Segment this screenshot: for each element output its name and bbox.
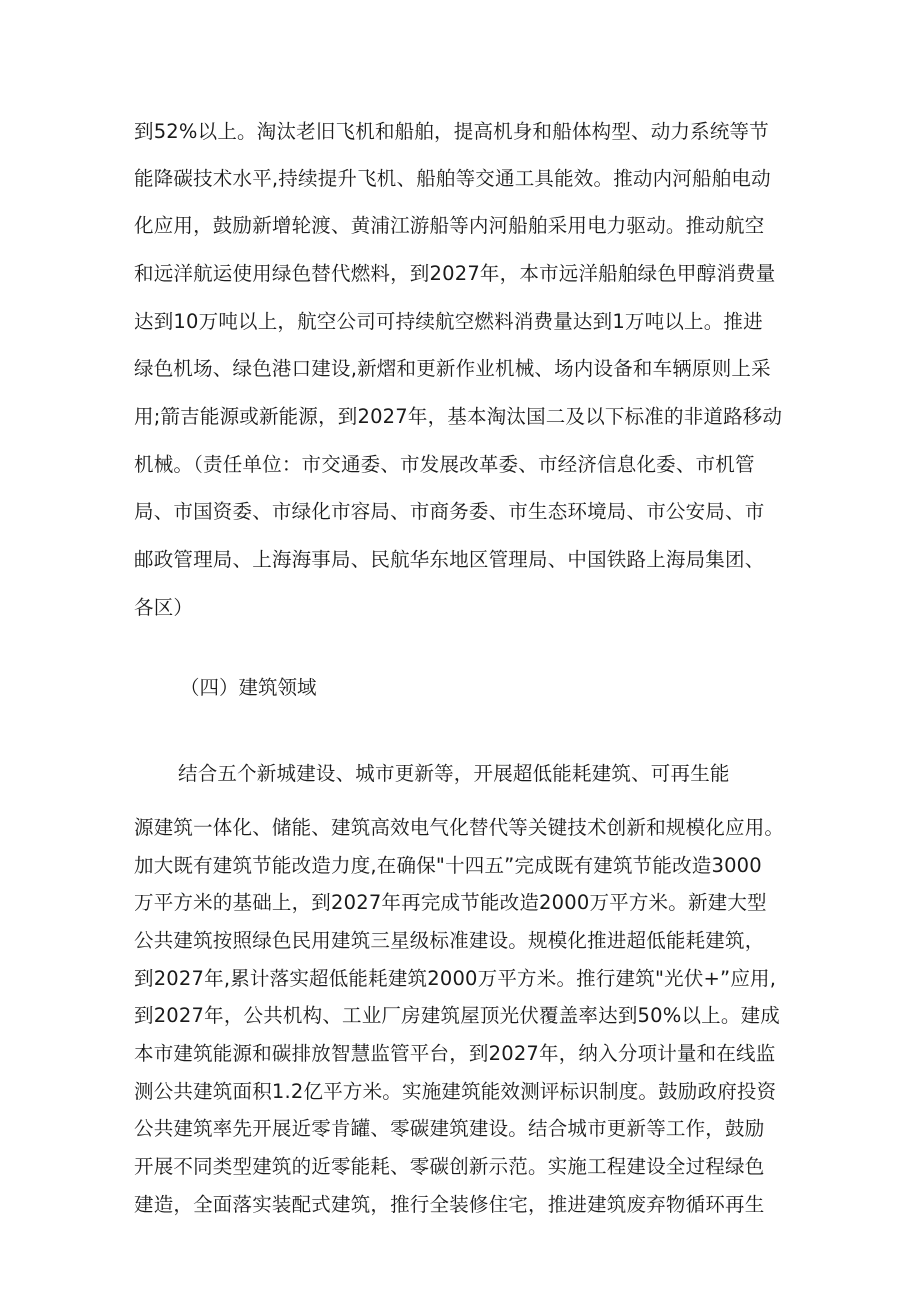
text-line: 公共建筑按照绿色民用建筑三星级标准建设。规模化推进超低能耗建筑，	[134, 929, 765, 952]
text-line: 能降碳技术水平,持续提升飞机、船舶等交通工具能效。推动内河船舶电动	[134, 167, 771, 190]
text-line: 机械。（责任单位：市交通委、市发展改革委、市经济信息化委、市机管	[134, 453, 755, 476]
text-line: 绿色机场、绿色港口建设,新熠和更新作业机械、场内设备和车辆原则上采	[134, 357, 771, 380]
text-line: 建造，全面落实装配式建筑，推行全装修住宅，推进建筑废弃物循环再生	[134, 1193, 765, 1216]
text-line: 化应用，鼓励新增轮渡、黄浦江游船等内河船舶采用电力驱动。推动航空	[134, 214, 765, 237]
text-line: 达到10万吨以上，航空公司可持续航空燃料消费量达到1万吨以上。推进	[134, 310, 763, 333]
text-line: 邮政管理局、上海海事局、民航华东地区管理局、中国铁路上海局集团、	[134, 548, 765, 571]
text-line: 到2027年，公共机构、工业厂房建筑屋顶光伏覆盖率达到50%以上。建成	[134, 1004, 780, 1027]
text-line: 和远洋航运使用绿色替代燃料，到2027年，本市远洋船舶绿色甲醇消费量	[134, 262, 776, 285]
text-line: 测公共建筑面积1.2亿平方米。实施建筑能效测评标识制度。鼓励政府投资	[134, 1080, 777, 1103]
section-heading: （四）建筑领域	[180, 676, 317, 699]
text-line: 公共建筑率先开展近零肯罐、零碳建筑建设。结合城市更新等工作，鼓励	[134, 1117, 765, 1140]
text-line: 本市建筑能源和碳排放智慧监管平台，到2027年，纳入分项计量和在线监	[134, 1042, 776, 1065]
text-line: 局、市国资委、市绿化市容局、市商务委、市生态环境局、市公安局、市	[134, 500, 765, 523]
text-line: 结合五个新城建设、城市更新等，开展超低能耗建筑、可再生能	[178, 762, 730, 785]
text-line: 万平方米的基础上，到2027年再完成节能改造2000万平方米。新建大型	[134, 891, 767, 914]
text-line: 用;箭吉能源或新能源，到2027年，基本淘汰国二及以下标准的非道路移动	[134, 405, 783, 428]
text-line: 开展不同类型建筑的近零能耗、零碳创新示范。实施工程建设全过程绿色	[134, 1155, 765, 1178]
text-line: 加大既有建筑节能改造力度,在确保"十四五”完成既有建筑节能改造3000	[134, 854, 762, 877]
text-line: 各区）	[134, 596, 194, 619]
text-line: 到2027年,累计落实超低能耗建筑2000万平方米。推行建筑"光伏+”应用,	[134, 967, 777, 990]
text-line: 到52%以上。淘汰老旧飞机和船舶，提高机身和船体构型、动力系统等节	[134, 120, 769, 143]
text-line: 源建筑一体化、储能、建筑高效电气化替代等关键技术创新和规模化应用。	[134, 816, 785, 839]
